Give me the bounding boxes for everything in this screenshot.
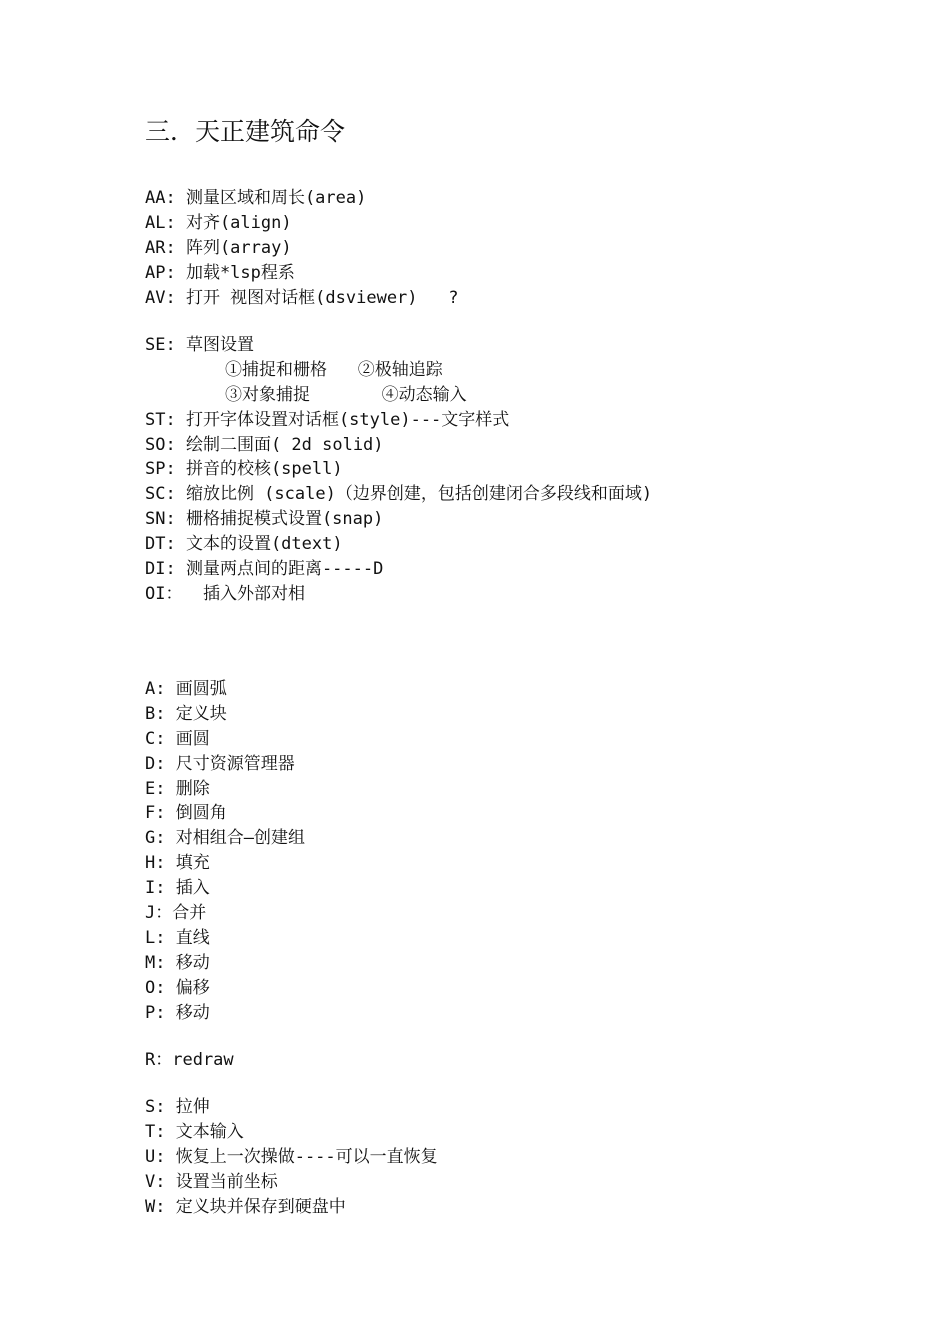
command-line: C: 画圆 [145, 728, 210, 749]
command-line: H: 填充 [145, 853, 210, 874]
section-title: 三．天正建筑命令 [145, 117, 346, 146]
command-subline: ①捕捉和栅格 ②极轴追踪 [225, 359, 443, 380]
command-line: OI： 插入外部对相 [145, 583, 305, 604]
command-line: J：合并 [145, 903, 207, 924]
command-line: SC: 缩放比例 (scale)（边界创建，包括创建闭合多段线和面域) [145, 484, 653, 505]
command-line: G: 对相组合—创建组 [145, 828, 305, 849]
command-line: AL: 对齐(align) [145, 212, 292, 233]
command-line: AP: 加载*lsp程系 [145, 262, 295, 283]
command-line: M: 移动 [145, 952, 210, 973]
command-group-single-letter [145, 677, 305, 1025]
command-line: V: 设置当前坐标 [145, 1171, 278, 1192]
command-line: D: 尺寸资源管理器 [145, 753, 295, 774]
command-group-a [145, 186, 458, 310]
command-line: DT: 文本的设置(dtext) [145, 534, 343, 555]
command-line: R：redraw [145, 1050, 234, 1070]
command-line: SP: 拼音的校核(spell) [145, 459, 343, 480]
command-line: P: 移动 [145, 1002, 210, 1023]
command-line: A: 画圆弧 [145, 679, 227, 699]
command-group-s [145, 333, 652, 607]
command-line: SO: 绘制二围面( 2d solid) [145, 434, 384, 455]
command-line: ST: 打开字体设置对话框(style)---文字样式 [145, 409, 510, 430]
command-line: O: 偏移 [145, 977, 210, 998]
command-line: W: 定义块并保存到硬盘中 [145, 1196, 346, 1217]
command-line: I: 插入 [145, 878, 210, 899]
command-group-tail [145, 1095, 438, 1219]
command-group-r [145, 1048, 234, 1073]
command-line: AA: 测量区域和周长(area) [145, 188, 367, 208]
command-line: SN: 栅格捕捉模式设置(snap) [145, 509, 384, 530]
command-line: T: 文本输入 [145, 1121, 244, 1142]
command-line: S: 拉伸 [145, 1097, 210, 1117]
command-line: F: 倒圆角 [145, 803, 227, 824]
command-line: B: 定义块 [145, 703, 227, 724]
command-subline: ③对象捕捉 ④动态输入 [225, 384, 467, 405]
command-line: AV: 打开 视图对话框(dsviewer) ? [145, 287, 459, 308]
command-line-se: SE: 草图设置 [145, 335, 254, 355]
command-line: DI: 测量两点间的距离-----D [145, 559, 384, 580]
command-line: U: 恢复上一次操做----可以一直恢复 [145, 1146, 438, 1167]
command-line: L: 直线 [145, 927, 210, 948]
command-line: E: 删除 [145, 778, 210, 799]
command-line: AR: 阵列(array) [145, 237, 292, 258]
